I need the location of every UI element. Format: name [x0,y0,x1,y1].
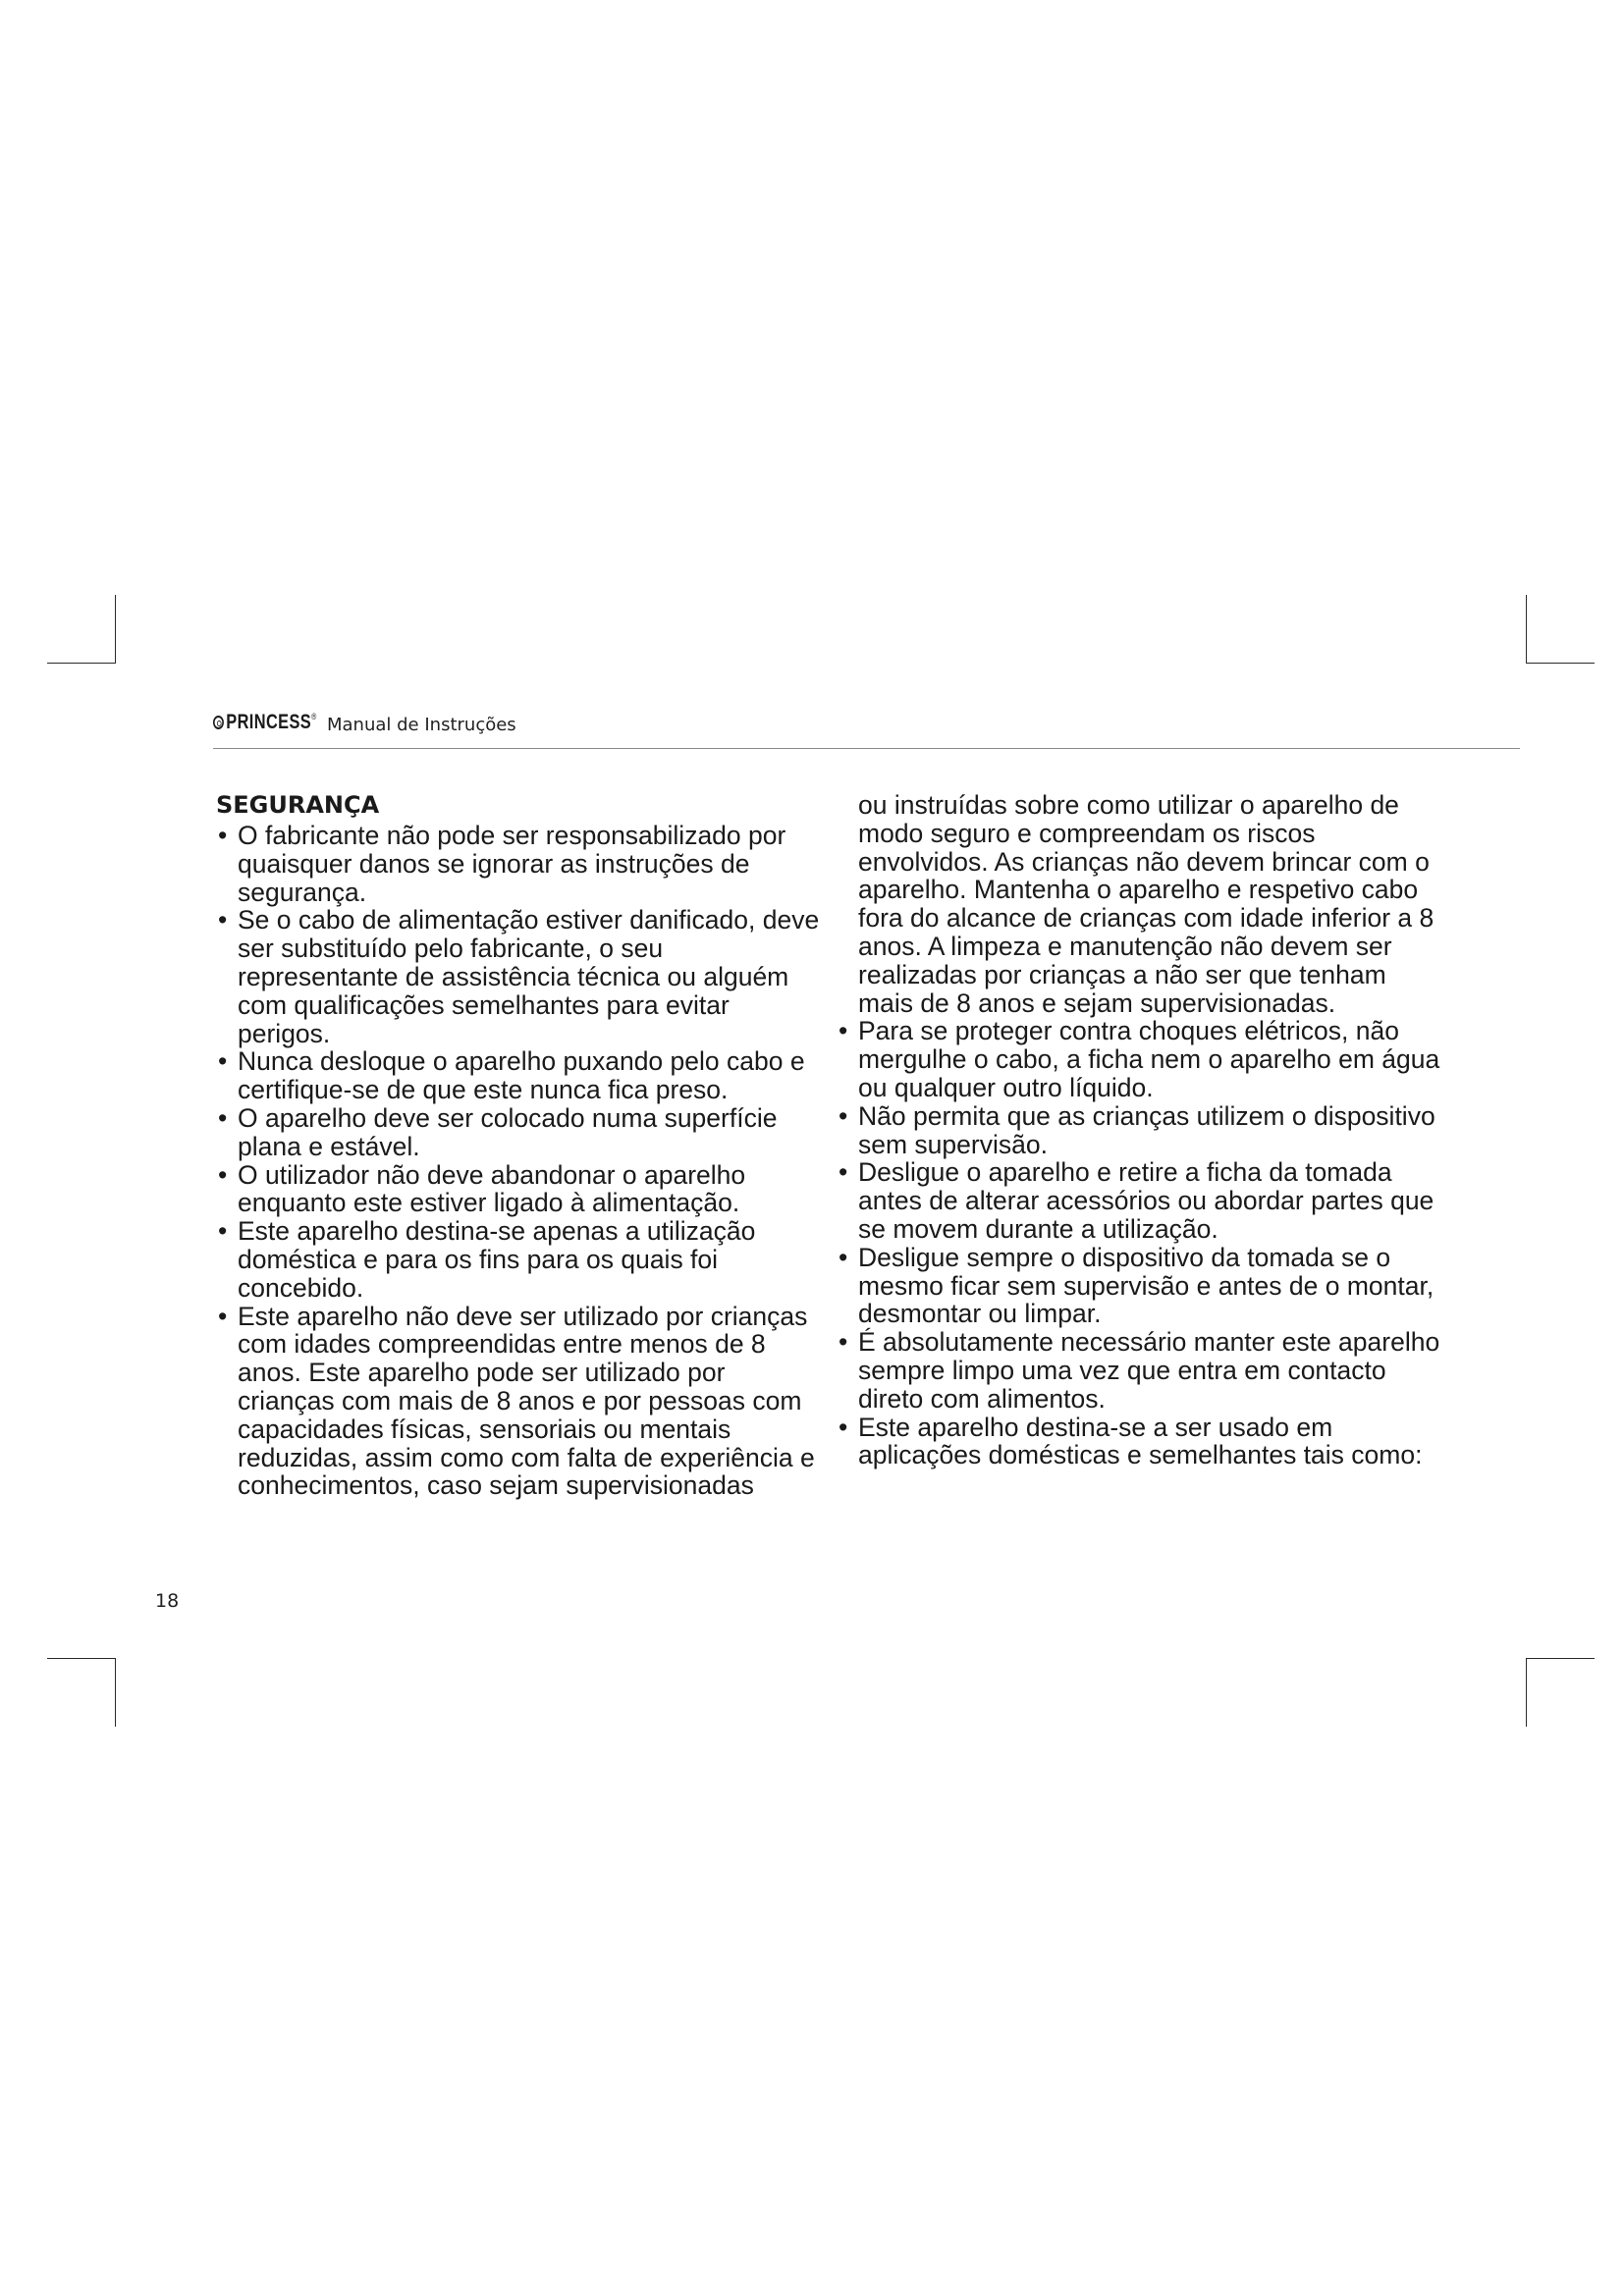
manual-title: Manual de Instruções [327,715,516,735]
brand-name: PRINCESS [226,711,312,733]
right-column [837,791,1445,1469]
crop-mark-top-right [1526,595,1595,664]
list-item: • Este aparelho destina-se a ser usado em aplicações domésticas e semelhantes tais como: [837,1414,1445,1470]
continued-paragraph: ou instruídas sobre como utilizar o aparelho de modo seguro e compreendam os riscos envolvidos. As crianças não devem brincar com o aparelho. Mantenha o aparelho e respetivo cabo fora do alcance de crianças com idade inferior a 8 anos. A limpeza e manutenção não devem ser realizadas por crianças a não ser que tenham mais de 8 anos e sejam supervisionadas. [858,790,1435,1018]
left-bullet-list [216,822,825,1500]
left-column [216,790,825,1500]
list-item: • O utilizador não deve abandonar o aparelho enquanto este estiver ligado à alimentação. [216,1161,825,1218]
list-item: • O fabricante não pode ser responsabilizado por quaisquer danos se ignorar as instruções de segurança. [216,822,825,906]
list-item: • O aparelho deve ser colocado numa superfície plana e estável. [216,1104,825,1161]
brand-logo-icon [213,716,224,729]
crop-mark-bottom-left [47,1658,116,1727]
list-item: • Para se proteger contra choques elétricos, não mergulhe o cabo, a ficha nem o aparelho em água ou qualquer outro líquido. [837,1017,1445,1101]
list-item: • Não permita que as crianças utilizem o dispositivo sem supervisão. [837,1102,1445,1159]
page-number: 18 [155,1590,180,1612]
list-item: • Se o cabo de alimentação estiver danificado, deve ser substituído pelo fabricante, o seu representante de assistência técnica ou alguém com qualificações semelhantes para evitar perigos. [216,906,825,1047]
right-bullet-list [837,1017,1445,1469]
section-title: SEGURANÇA [216,791,380,819]
list-item: • Este aparelho destina-se apenas a utilização doméstica e para os fins para os quais foi concebido. [216,1217,825,1302]
page-header [213,709,1520,749]
brand-logo [213,711,317,734]
list-item: • Desligue sempre o dispositivo da tomada se o mesmo ficar sem supervisão e antes de o montar, desmontar ou limpar. [837,1244,1445,1328]
list-item: • Este aparelho não deve ser utilizado por crianças com idades compreendidas entre menos de 8 anos. Este aparelho pode ser utilizado por crianças com mais de 8 anos e por pessoas com capacidades físicas, sensoriais ou mentais reduzidas, assim como com falta de experiência e conhecimentos, caso sejam supervisionadas [216,1303,825,1501]
list-item: • É absolutamente necessário manter este aparelho sempre limpo uma vez que entra em contacto direto com alimentos. [837,1328,1445,1413]
crop-mark-top-left [47,595,116,664]
trademark-mark: ® [311,712,317,721]
list-item: • Nunca desloque o aparelho puxando pelo cabo e certifique-se de que este nunca fica preso. [216,1047,825,1104]
list-item: • Desligue o aparelho e retire a ficha da tomada antes de alterar acessórios ou abordar partes que se movem durante a utilização. [837,1158,1445,1243]
crop-mark-bottom-right [1526,1658,1595,1727]
